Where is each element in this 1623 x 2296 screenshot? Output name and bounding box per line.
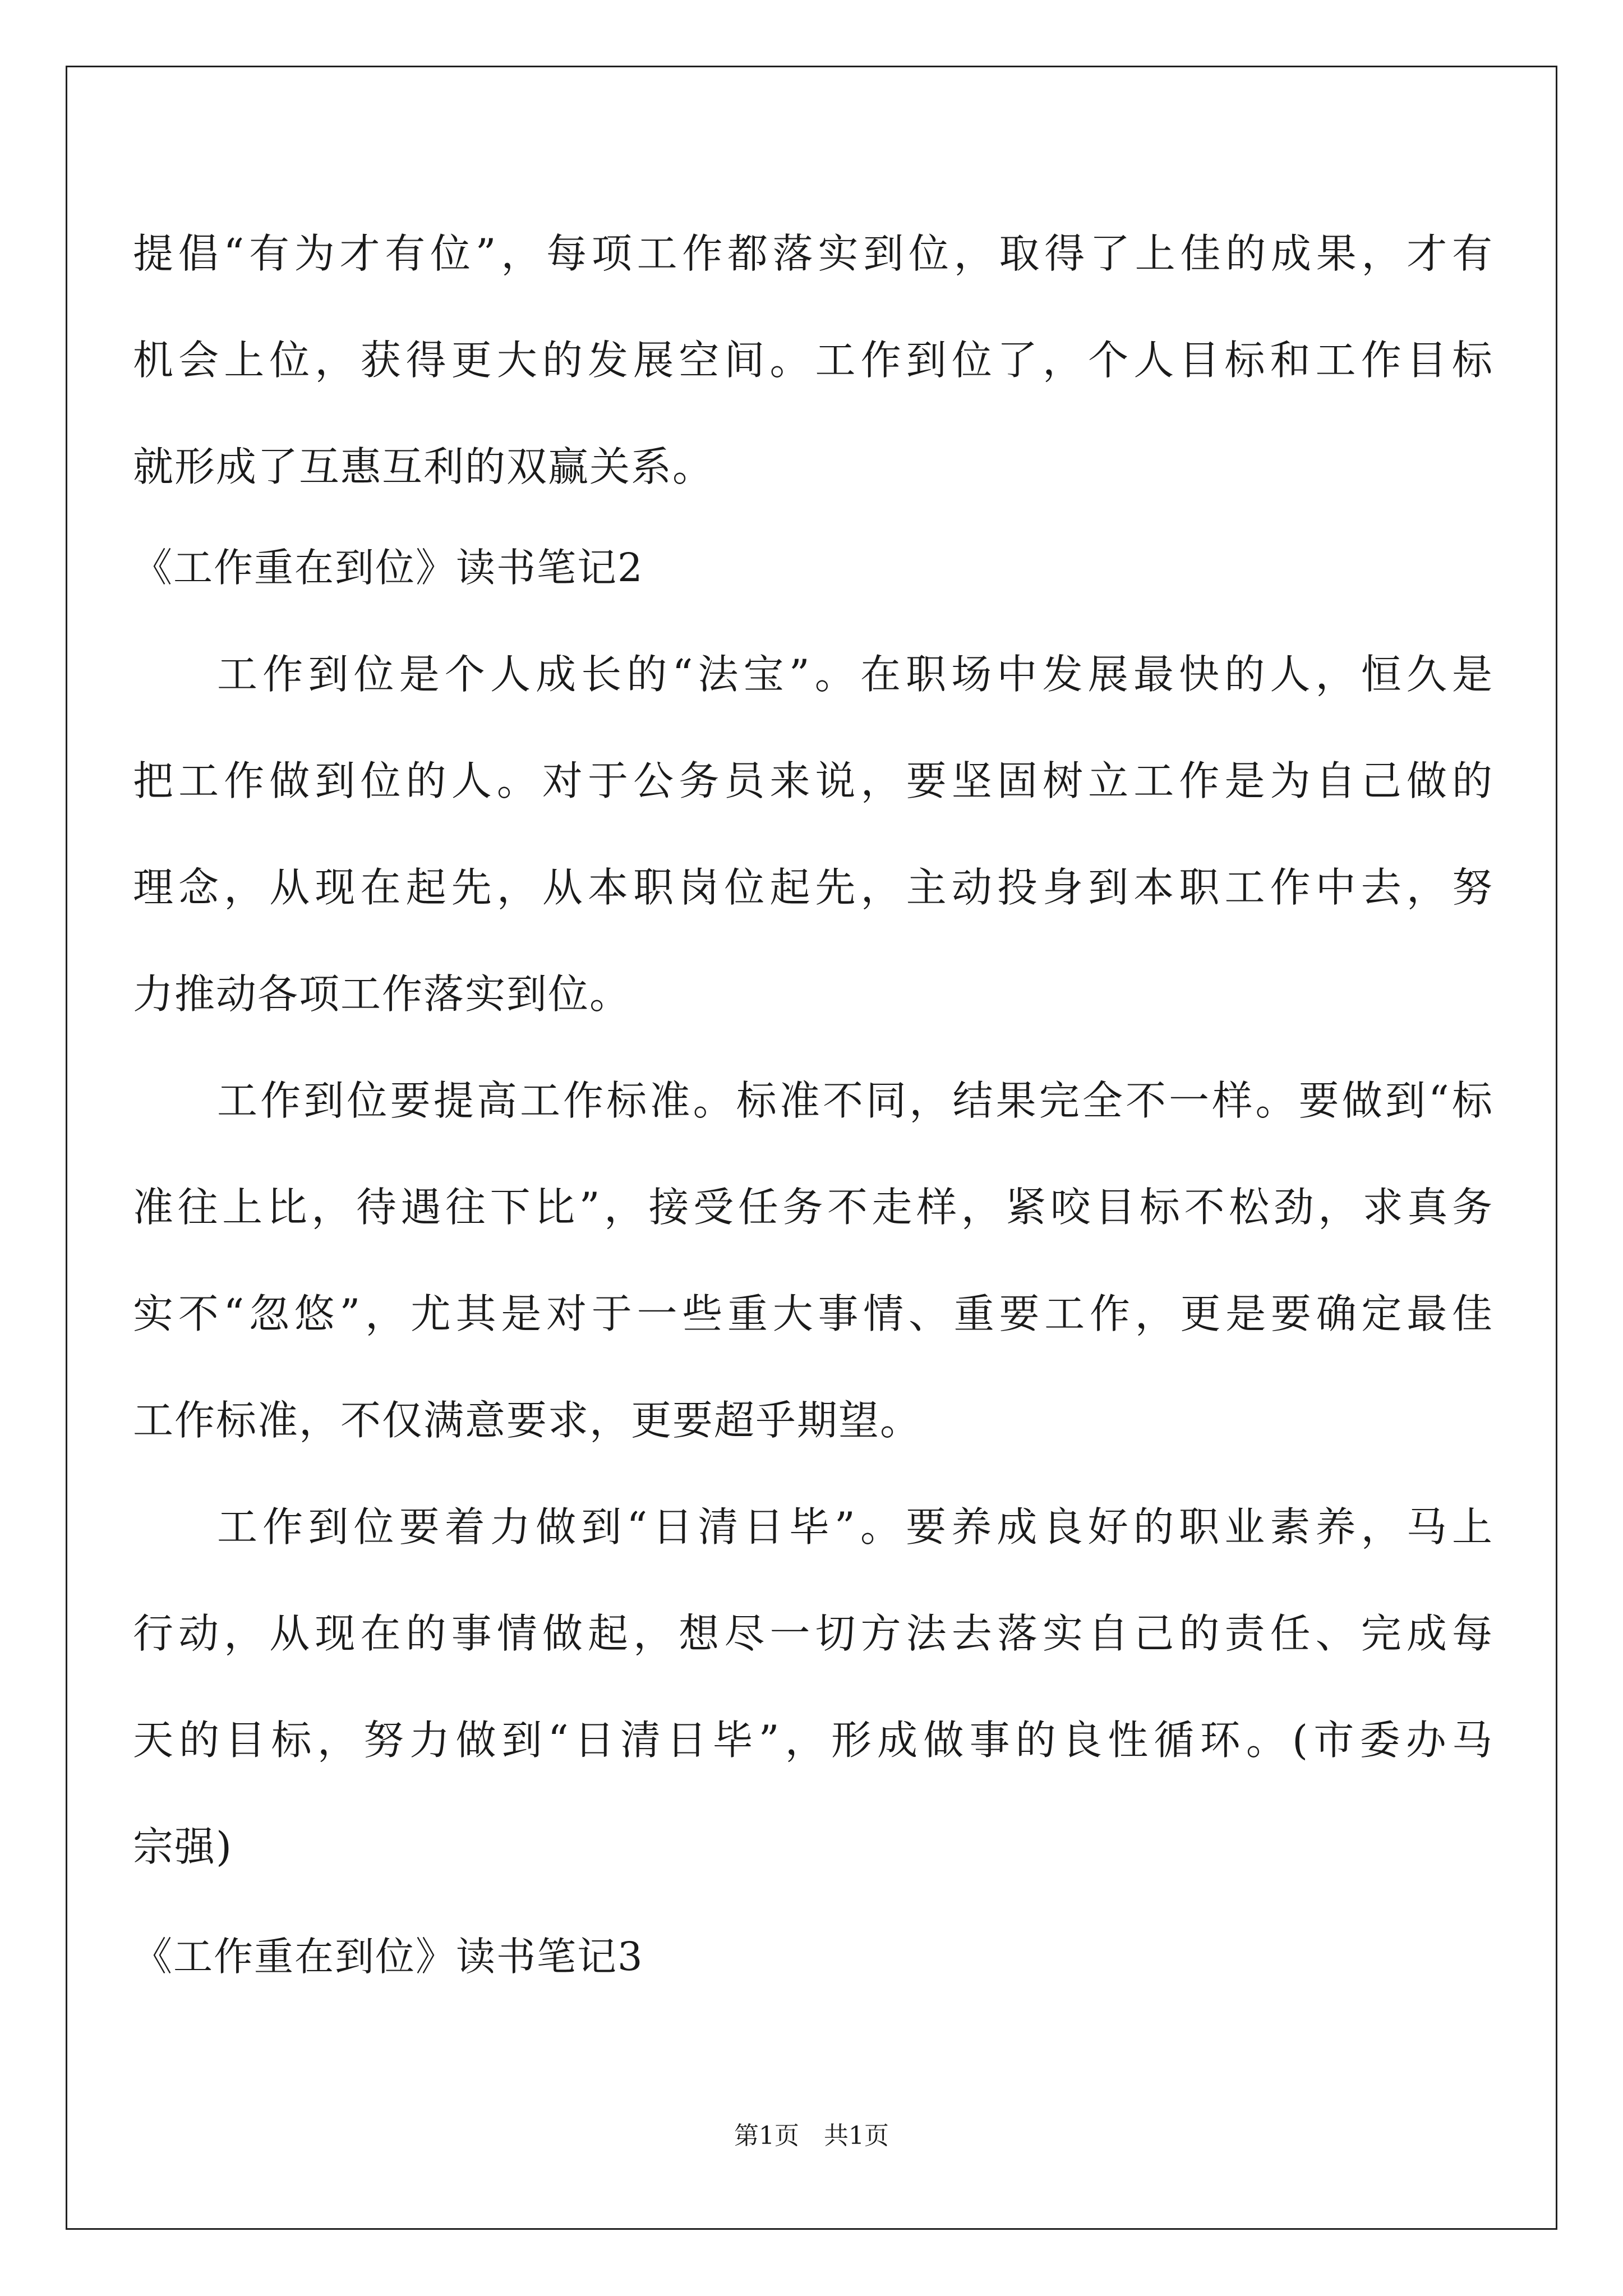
paragraph-line: 宗强) <box>133 1823 233 1870</box>
page-footer: 第1页 共1页 <box>734 2122 889 2150</box>
section-heading: 《工作重在到位》读书笔记3 <box>133 1934 644 1980</box>
paragraph-line: 力推动各项工作落实到位。 <box>133 970 631 1018</box>
paragraph-line: 提倡“有为才有位”，每项工作都落实到位，取得了上佳的成果，才有 <box>133 230 1493 277</box>
paragraph-line: 工作到位是个人成长的“法宝”。在职场中发展最快的人，恒久是 <box>217 651 1493 698</box>
paragraph-line: 机会上位，获得更大的发展空间。工作到位了，个人目标和工作目标 <box>133 337 1493 384</box>
paragraph-line: 行动，从现在的事情做起，想尽一切方法去落实自己的责任、完成每 <box>133 1610 1493 1657</box>
paragraph-line: 工作到位要提高工作标准。标准不同，结果完全不一样。要做到“标 <box>217 1077 1493 1124</box>
paragraph-line: 工作标准，不仅满意要求，更要超乎期望。 <box>133 1397 922 1444</box>
paragraph-line: 把工作做到位的人。对于公务员来说，要坚固树立工作是为自己做的 <box>133 757 1493 804</box>
paragraph-line: 天的目标，努力做到“日清日毕”，形成做事的良性循环。(市委办马 <box>133 1717 1493 1764</box>
paragraph-line: 准往上比，待遇往下比”，接受任务不走样，紧咬目标不松劲，求真务 <box>133 1184 1493 1231</box>
paragraph-line: 工作到位要着力做到“日清日毕”。要养成良好的职业素养，马上 <box>217 1503 1493 1550</box>
paragraph-line: 实不“忽悠”，尤其是对于一些重大事情、重要工作，更是要确定最佳 <box>133 1290 1493 1337</box>
paragraph-line: 就形成了互惠互利的双赢关系。 <box>133 443 714 490</box>
paragraph-line: 理念，从现在起先，从本职岗位起先，主动投身到本职工作中去，努 <box>133 864 1493 911</box>
section-heading: 《工作重在到位》读书笔记2 <box>133 545 644 591</box>
page-frame <box>66 66 1557 2230</box>
